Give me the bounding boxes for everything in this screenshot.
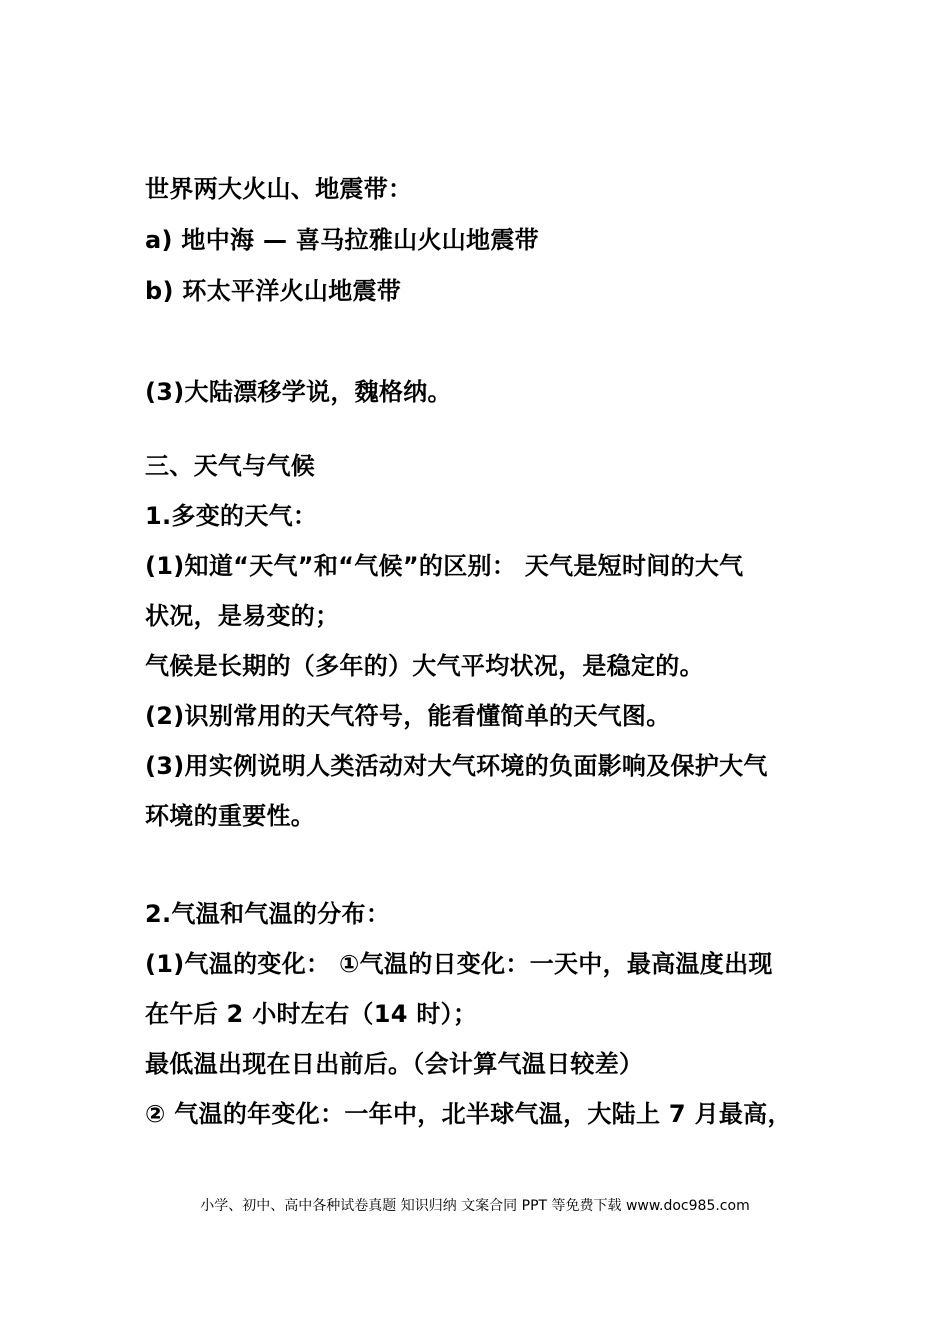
paragraph-weather-symbols: (2)识别常用的天气符号，能看懂简单的天气图。 [145, 702, 671, 730]
paragraph-weather-vs-climate: (1)知道“天气”和“气候”的区别： 天气是短时间的大气 [145, 552, 744, 580]
page-footer: 小学、初中、高中各种试卷真题 知识归纳 文案合同 PPT 等免费下载 www.doc985.com [200, 1198, 750, 1214]
list-item-pacific-belt: b) 环太平洋火山地震带 [145, 277, 402, 305]
subheading-temperature-distribution: 2.气温和气温的分布： [145, 900, 391, 928]
list-item-mediterranean-belt: a) 地中海 — 喜马拉雅山火山地震带 [145, 226, 539, 254]
subheading-changing-weather: 1.多变的天气： [145, 502, 318, 530]
paragraph-human-impact: (3)用实例说明人类活动对大气环境的负面影响及保护大气 [145, 752, 768, 780]
heading-volcano-belts: 世界两大火山、地震带： [145, 175, 413, 203]
text-continental-drift: (3)大陆漂移学说，魏格纳。 [145, 378, 452, 406]
paragraph-daily-temperature: (1)气温的变化： ①气温的日变化：一天中，最高温度出现 [145, 950, 773, 978]
paragraph-human-impact-cont: 环境的重要性。 [145, 802, 316, 830]
paragraph-daily-temperature-cont: 在午后 2 小时左右（14 时）； [145, 1000, 478, 1028]
paragraph-climate-definition: 气候是长期的（多年的）大气平均状况，是稳定的。 [145, 652, 704, 680]
paragraph-weather-vs-climate-cont: 状况，是易变的； [145, 602, 340, 630]
paragraph-annual-temperature: ② 气温的年变化：一年中，北半球气温，大陆上 7 月最高， [145, 1100, 792, 1128]
section-heading-weather-climate: 三、天气与气候 [145, 452, 316, 480]
paragraph-lowest-temperature: 最低温出现在日出前后。（会计算气温日较差） [145, 1050, 644, 1078]
